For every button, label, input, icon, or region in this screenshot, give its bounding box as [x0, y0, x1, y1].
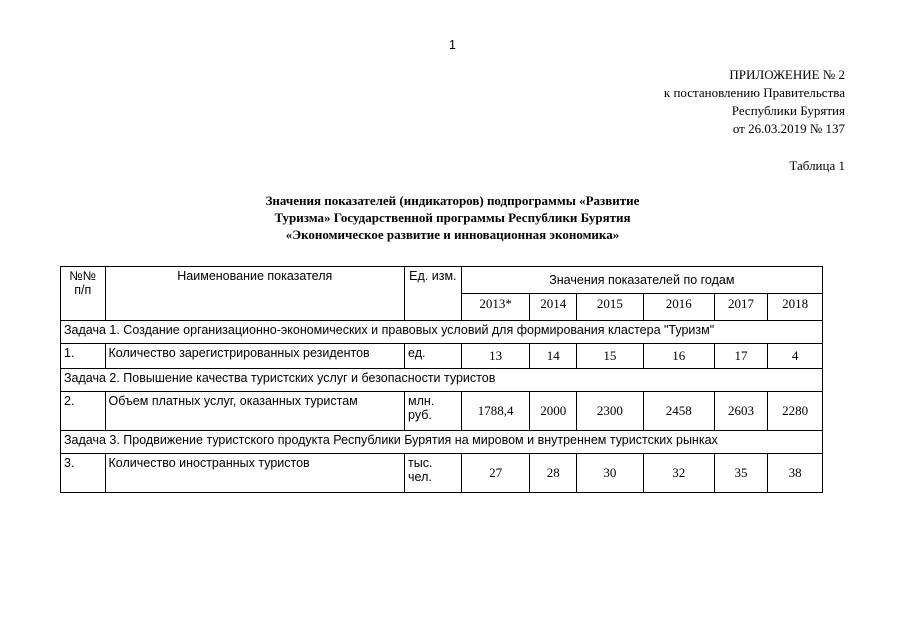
row-name: Количество иностранных туристов	[105, 454, 405, 493]
table-row	[61, 344, 823, 369]
document-title	[0, 192, 905, 243]
row-name: Объем платных услуг, оказанных туристам	[105, 392, 405, 431]
row-value: 38	[768, 454, 823, 493]
row-value: 2000	[530, 392, 577, 431]
row-value: 2300	[577, 392, 644, 431]
title-line: «Экономическое развитие и инновационная экономика»	[285, 227, 620, 242]
appendix-date: от 26.03.2019 № 137	[732, 121, 845, 136]
header-year: 2017	[714, 294, 768, 321]
header-values-group: Значения показателей по годам	[461, 267, 822, 294]
table-label: Таблица 1	[789, 158, 845, 173]
header-row	[61, 267, 823, 294]
row-name: Количество зарегистрированных резидентов	[105, 344, 405, 369]
header-unit: Ед. изм.	[405, 267, 462, 321]
appendix-line: Республики Бурятия	[731, 103, 845, 118]
row-value: 15	[577, 344, 644, 369]
row-unit: млн. руб.	[405, 392, 462, 431]
table-row	[61, 454, 823, 493]
row-value: 30	[577, 454, 644, 493]
task-3: Задача 3. Продвижение туристского продукта Республики Бурятия на мировом и внутреннем туристских рынках	[61, 431, 823, 454]
row-value: 32	[643, 454, 714, 493]
row-value: 13	[461, 344, 530, 369]
header-year: 2014	[530, 294, 577, 321]
row-value: 2603	[714, 392, 768, 431]
header-year: 2013*	[461, 294, 530, 321]
task-1: Задача 1. Создание организационно-экономических и правовых условий для формирования кластера "Туризм"	[61, 321, 823, 344]
row-value: 2458	[643, 392, 714, 431]
row-value: 1788,4	[461, 392, 530, 431]
row-value: 35	[714, 454, 768, 493]
header-num: №№ п/п	[61, 267, 106, 321]
task-row	[61, 321, 823, 344]
row-num: 1.	[61, 344, 106, 369]
appendix-title: ПРИЛОЖЕНИЕ № 2	[729, 67, 845, 82]
row-unit: тыс. чел.	[405, 454, 462, 493]
row-value: 28	[530, 454, 577, 493]
task-row	[61, 431, 823, 454]
task-row	[61, 369, 823, 392]
appendix-block	[664, 66, 845, 138]
page-number: 1	[449, 38, 456, 52]
row-value: 14	[530, 344, 577, 369]
row-num: 2.	[61, 392, 106, 431]
appendix-line: к постановлению Правительства	[663, 85, 845, 100]
task-2: Задача 2. Повышение качества туристских услуг и безопасности туристов	[61, 369, 823, 392]
header-year: 2018	[768, 294, 823, 321]
table-row	[61, 392, 823, 431]
title-line: Туризма» Государственной программы Республики Бурятия	[274, 210, 631, 225]
row-value: 4	[768, 344, 823, 369]
header-name: Наименование показателя	[105, 267, 405, 321]
indicators-table	[60, 266, 823, 493]
row-num: 3.	[61, 454, 106, 493]
header-year: 2016	[643, 294, 714, 321]
row-value: 16	[643, 344, 714, 369]
row-unit: ед.	[405, 344, 462, 369]
header-year: 2015	[577, 294, 644, 321]
row-value: 17	[714, 344, 768, 369]
row-value: 27	[461, 454, 530, 493]
row-value: 2280	[768, 392, 823, 431]
title-line: Значения показателей (индикаторов) подпрограммы «Развитие	[265, 193, 640, 208]
